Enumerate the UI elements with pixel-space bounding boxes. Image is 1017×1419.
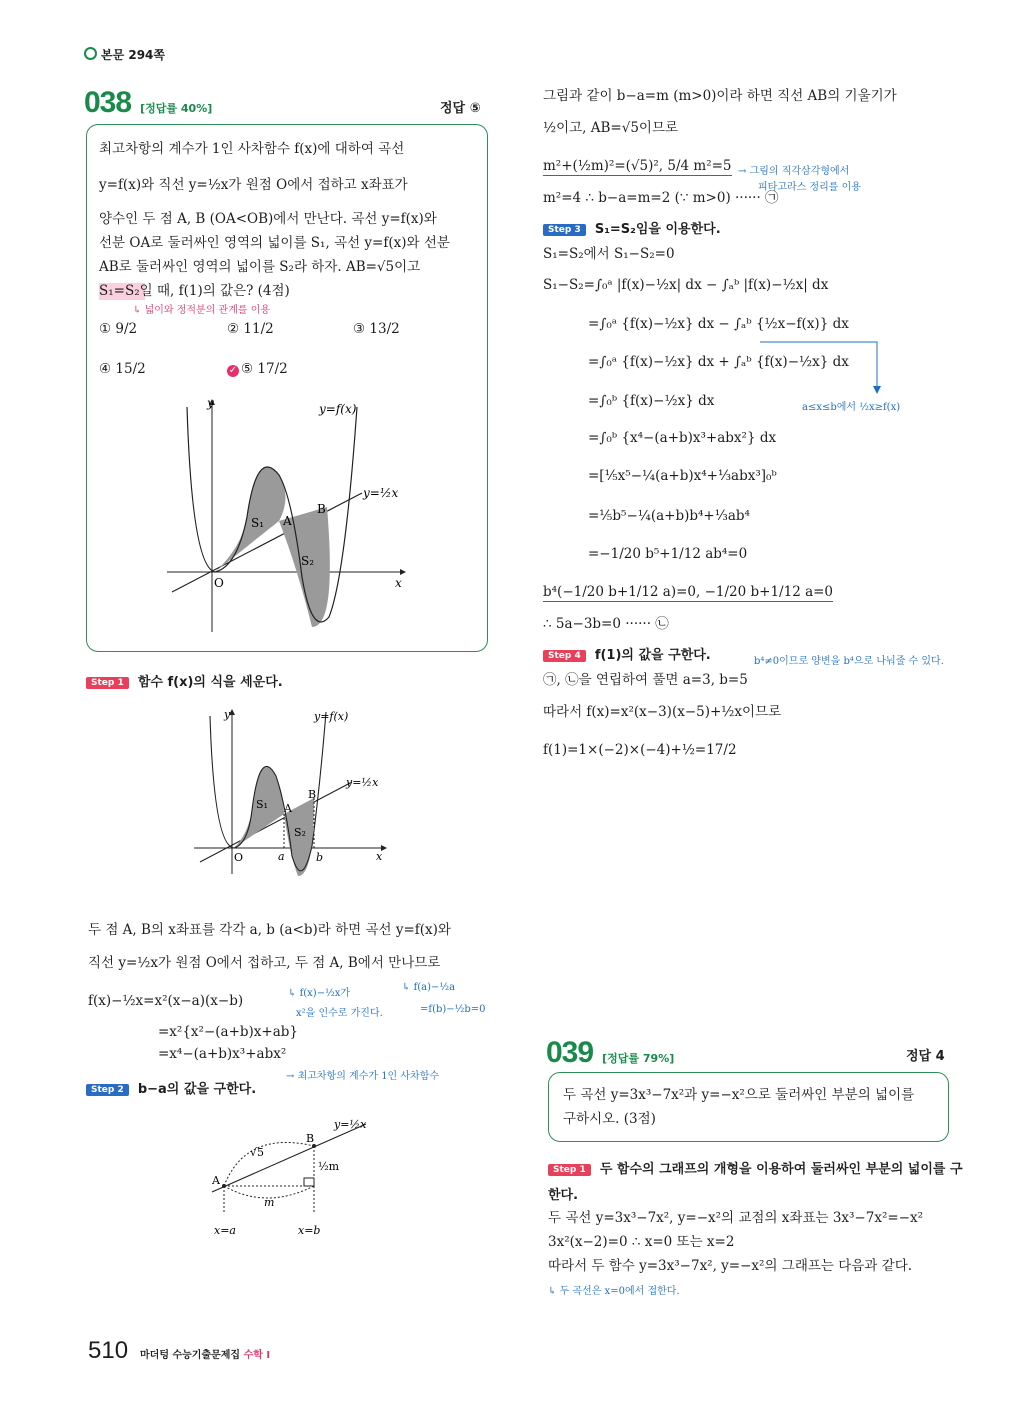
right-angle-mark [304,1178,314,1186]
step3-line: =−1/20 b⁵+1/12 ab⁴=0 [588,546,748,562]
right-line: ½이고, AB=√5이므로 [543,120,679,136]
right-line: m²=4 ∴ b−a=m=2 (∵ m>0) ······ ㉠ [543,190,779,206]
right-note: → 그림의 직각삼각형에서 [738,166,850,177]
s1-label: S₁ [256,798,268,811]
step-badge: Step 1 [548,1164,591,1176]
q038-step1 [86,671,283,690]
step-title: 두 함수의 그래프의 개형을 이용하여 둘러싸인 부분의 넓이를 구 [599,1162,963,1177]
problem-line: 선분 OA로 둘러싸인 영역의 넓이를 S₁, 곡선 y=f(x)와 선분 [99,235,450,251]
y-axis-label: y [224,708,231,721]
note-connector [760,340,890,400]
step-title: f(1)의 값을 구한다. [594,648,711,663]
q038-step2 [86,1078,256,1097]
step3-line: =[⅕x⁵−¼(a+b)x⁴+⅓abx³]₀ᵇ [588,468,777,484]
x-axis-label: x [395,576,402,590]
line-label: y=½x [334,1118,367,1131]
problem-line: 구하시오. (3점) [563,1111,656,1127]
bullet-icon [84,47,97,60]
point-a [222,1184,226,1188]
point-a-label: A [212,1174,220,1187]
point-b-label: B [317,502,326,516]
factor-line: =x²{x²−(a+b)x+ab} [158,1024,299,1040]
q039-rate: [정답률 79%] [602,1052,675,1065]
fx-label: y=f(x) [314,710,349,723]
q038-problem-box [86,124,488,652]
q038-answer: 정답 ⑤ [440,101,481,116]
q039-answer: 정답 4 [906,1049,945,1064]
point-b-label: B [308,788,317,801]
problem-line: 두 곡선 y=3x³−7x²과 y=−x²으로 둘러싸인 부분의 넓이를 [563,1087,915,1103]
triangle-figure [206,1110,386,1240]
step3-note: b⁴≠0이므로 양변을 b⁴으로 나눠줄 수 있다. [754,656,944,667]
factor-note: ↳ f(a)−½a [402,982,456,993]
step3-line: ∴ 5a−3b=0 ······ ㉡ [543,616,669,632]
s1-label: S₁ [251,516,265,530]
book-title: 마더텅 수능기출문제집 수학 I [140,1350,271,1361]
step3-line: =∫₀ᵃ {f(x)−½x} dx + ∫ₐᵇ {f(x)−½x} dx [588,354,849,370]
point-b-label: B [306,1132,315,1145]
factor-note: ↳ f(x)−½x가 [288,988,351,999]
tick-b-label: b [316,851,324,864]
page-reference: 본문 294쪽 [84,46,165,63]
q038-rate: [정답률 40%] [140,102,213,115]
root5-label: √5 [250,1146,265,1159]
line-label: y=½x [363,486,399,500]
x-axis-label: x [376,850,383,863]
q038-number: 038 [84,86,132,119]
xb-label: x=b [298,1224,321,1237]
origin-label: O [214,576,224,590]
q039-line: 따라서 두 함수 y=3x³−7x², y=−x²의 그래프는 다음과 같다. [548,1258,913,1274]
step3-line: b⁴(−1/20 b+1/12 a)=0, −1/20 b+1/12 a=0 [543,584,834,600]
q039-line: 두 곡선 y=3x³−7x², y=−x²의 교점의 x좌표는 3x³−7x²=−x² [548,1210,924,1226]
page-number: 510 [88,1337,129,1364]
step3-line: =∫₀ᵃ {f(x)−½x} dx − ∫ₐᵇ {½x−f(x)} dx [588,316,849,332]
check-icon: ✓ [228,365,238,376]
arc-root5 [224,1142,314,1186]
q039-problem-box [548,1072,949,1142]
s2-label: S₂ [301,554,315,568]
step3-line: S₁=S₂에서 S₁−S₂=0 [543,246,675,262]
step3-line: =∫₀ᵇ {f(x)−½x} dx [588,393,715,409]
step4-line: f(1)=1×(−2)×(−4)+½=17/2 [543,742,737,758]
point-a-label: A [284,802,292,815]
half-m-label: ½m [318,1160,340,1173]
q039-step1 [548,1158,963,1177]
step4-line: ㉠, ㉡을 연립하여 풀면 a=3, b=5 [543,672,748,688]
choice-4: ④ 15/2 [99,361,146,377]
choice-2: ② 11/2 [227,321,274,337]
origin-label: O [234,851,244,864]
q038-step4 [543,644,711,663]
q039-line: 3x²(x−2)=0 ∴ x=0 또는 x=2 [548,1234,735,1250]
problem-line: 최고차항의 계수가 1인 사차함수 f(x)에 대하여 곡선 [99,141,405,157]
fx-label: y=f(x) [319,402,357,416]
choice-3: ③ 13/2 [353,321,400,337]
step4-line: 따라서 f(x)=x²(x−3)(x−5)+½x이므로 [543,704,782,720]
right-line: 그림과 같이 b−a=m (m>0)이라 하면 직선 AB의 기울기가 [543,88,897,104]
q039-note: ↳ 두 곡선은 x=0에서 접한다. [548,1286,680,1297]
step3-line: =∫₀ᵇ {x⁴−(a+b)x³+abx²} dx [588,430,777,446]
problem-line: y=f(x)와 직선 y=½x가 원점 O에서 접하고 x좌표가 [99,177,408,193]
step3-note: a≤x≤b에서 ½x≥f(x) [802,402,901,413]
step-title: 함수 f(x)의 식을 세운다. [137,675,283,690]
q038-graph [167,397,407,637]
step-title: b−a의 값을 구한다. [137,1082,257,1097]
q038-step1-graph [186,706,406,876]
step-title: S₁=S₂임을 이용한다. [594,222,721,237]
problem-note: ↳ 넓이와 정적분의 관계를 이용 [133,305,271,316]
q038-step3 [543,218,721,237]
step-badge: Step 2 [86,1084,129,1096]
q038-header [84,86,212,120]
line-ab [212,1124,366,1192]
step-badge: Step 1 [86,677,129,689]
factor-note: x²을 인수로 가진다. [296,1008,383,1019]
factor-line: =x⁴−(a+b)x³+abx² [158,1046,287,1062]
factor-note: =f(b)−½b=0 [420,1004,486,1015]
y-axis-label: y [207,397,214,410]
problem-line: AB로 둘러싸인 영역의 넓이를 S₂라 하자. AB=√5이고 [99,259,421,275]
q039-header [546,1036,674,1070]
s2-label: S₂ [294,826,306,839]
line-label: y=½x [346,776,379,789]
step-badge: Step 3 [543,224,586,236]
problem-line: S₁=S₂일 때, f(1)의 값은? (4점) [99,283,290,299]
factor-note: → 최고차항의 계수가 1인 사차함수 [286,1071,440,1082]
step-title-cont: 한다. [548,1188,579,1203]
tick-a-label: a [278,850,285,863]
choice-5: ✓ ⑤ 17/2 [228,361,288,377]
right-note: 피타고라스 정리를 이용 [758,182,861,193]
step3-line: =⅕b⁵−¼(a+b)b⁴+⅓ab⁴ [588,508,750,524]
solution-line: 두 점 A, B의 x좌표를 각각 a, b (a<b)라 하면 곡선 y=f(x)와 [88,922,451,938]
step3-line: S₁−S₂=∫₀ᵃ |f(x)−½x| dx − ∫ₐᵇ |f(x)−½x| dx [543,277,829,293]
m-label: m [264,1196,275,1209]
q039-number: 039 [546,1036,594,1069]
step-badge: Step 4 [543,650,586,662]
right-line: m²+(½m)²=(√5)², 5/4 m²=5 [543,158,732,174]
xa-label: x=a [214,1224,236,1237]
problem-line: 양수인 두 점 A, B (OA<OB)에서 만난다. 곡선 y=f(x)와 [99,211,437,227]
choice-1: ① 9/2 [99,321,138,337]
solution-line: 직선 y=½x가 원점 O에서 접하고, 두 점 A, B에서 만나므로 [88,955,441,971]
point-a-label: A [283,514,292,528]
factor-line: f(x)−½x=x²(x−a)(x−b) [88,993,244,1009]
